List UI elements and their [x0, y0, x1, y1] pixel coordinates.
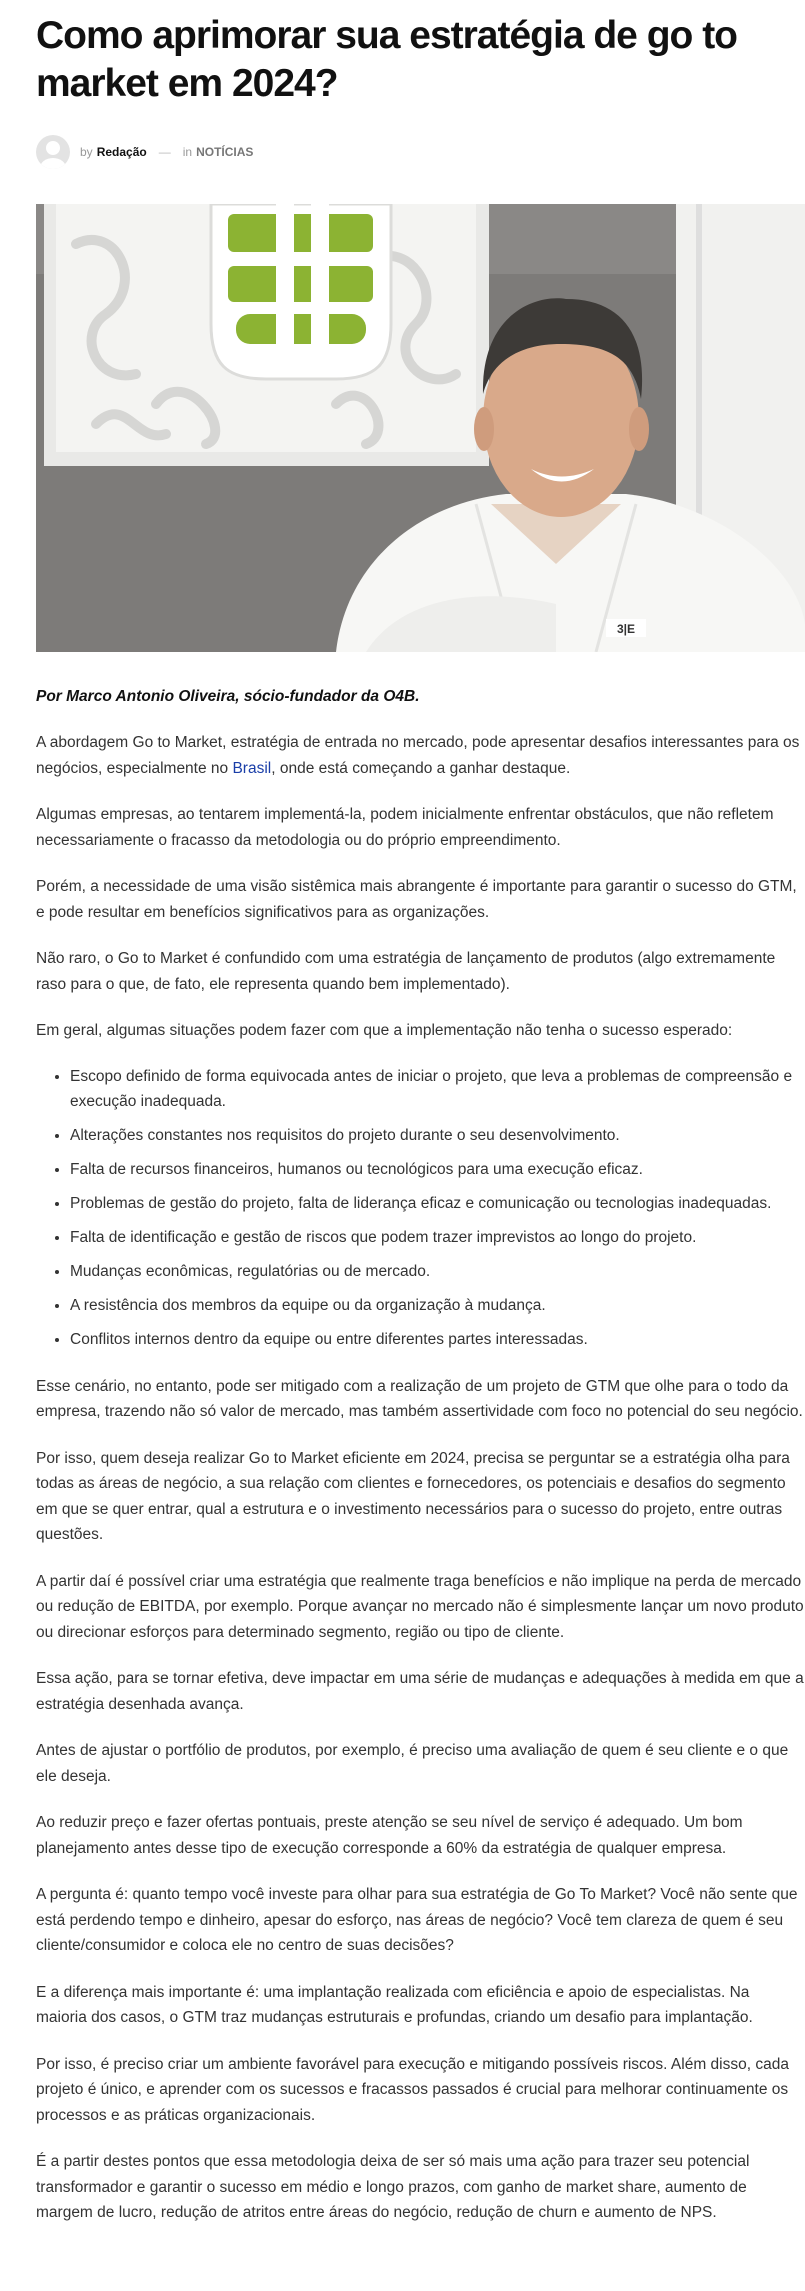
- byline-caption: Por Marco Antonio Oliveira, sócio-fundador da O4B.: [36, 688, 420, 705]
- meta-separator: —: [158, 145, 171, 159]
- challenges-list: [36, 1064, 805, 1353]
- paragraph-9: Essa ação, para se tornar efetiva, deve impactar em uma série de mudanças e adequações à medida em que a estratégia desenhada avança.: [36, 1670, 804, 1713]
- logo-emblem: [211, 204, 391, 379]
- paragraph-15: É a partir destes pontos que essa metodologia deixa de ser só mais uma ação para trazer seu potencial transformador e garantir o sucesso em médio e longo prazos, com ganho de market share, aumento de margem de lucro, redução de atritos entre áreas do negócio, redução de churn e aumento de NPS.: [36, 2153, 750, 2221]
- paragraph-3: Porém, a necessidade de uma visão sistêmica mais abrangente é importante para garantir o sucesso do GTM, e pode resultar em benefícios significativos para as organizações.: [36, 878, 797, 921]
- list-item: • Falta de identificação e gestão de riscos que podem trazer imprevistos ao longo do projeto.: [70, 1225, 805, 1251]
- meta-by: by: [80, 145, 93, 159]
- list-item: • Conflitos internos dentro da equipe ou entre diferentes partes interessadas.: [70, 1327, 805, 1353]
- list-item: • Alterações constantes nos requisitos do projeto durante o seu desenvolvimento.: [70, 1123, 805, 1149]
- paragraph-2: Algumas empresas, ao tentarem implementá-la, podem inicialmente enfrentar obstáculos, que não refletem necessariamente o fracasso da metodologia ou do próprio empreendimento.: [36, 806, 774, 849]
- paragraph-10: Antes de ajustar o portfólio de produtos, por exemplo, é preciso uma avaliação de quem é seu cliente e o que ele deseja.: [36, 1742, 789, 1785]
- paragraph-4: Não raro, o Go to Market é confundido com uma estratégia de lançamento de produtos (algo extremamente raso para o que, de fato, ele representa quando bem implementado).: [36, 950, 776, 993]
- paragraph-1: A abordagem Go to Market, estratégia de entrada no mercado, pode apresentar desafios interessantes para os negócios, especialmente no Brasil, onde está começando a ganhar destaque.: [36, 734, 800, 777]
- paragraph-6: Esse cenário, no entanto, pode ser mitigado com a realização de um projeto de GTM que olhe para o todo da empresa, trazendo não só valor de mercado, mas também assertividade com foco no potencial do seu negócio.: [36, 1377, 803, 1420]
- article: [36, 0, 805, 2226]
- meta-in: in: [182, 145, 193, 159]
- paragraph-11: Ao reduzir preço e fazer ofertas pontuais, preste atenção se seu nível de serviço é adequado. Um bom planejamento antes desse tipo de execução corresponde a 60% da estratégia de qualquer empresa.: [36, 1814, 743, 1857]
- category-link[interactable]: NOTÍCIAS: [196, 145, 254, 159]
- hero-photo: [36, 204, 805, 652]
- list-item: • A resistência dos membros da equipe ou da organização à mudança.: [70, 1293, 805, 1319]
- paragraph-5: Em geral, algumas situações podem fazer com que a implementação não tenha o sucesso esperado:: [36, 1022, 733, 1039]
- avatar[interactable]: [36, 135, 70, 169]
- brasil-link[interactable]: Brasil: [232, 759, 272, 777]
- paragraph-7: Por isso, quem deseja realizar Go to Market eficiente em 2024, precisa se perguntar se a estratégia olha para todas as áreas de negócio, a sua relação com clientes e fornecedores, os potenciais e desafios do segmento em que se quer entrar, qual a estrutura e o investimento necessários para o sucesso do projeto, entre outras questões.: [36, 1449, 790, 1543]
- list-item: • Escopo definido de forma equivocada antes de iniciar o projeto, que leva a problemas de compreensão e execução inadequada.: [70, 1064, 805, 1115]
- list-item: • Mudanças econômicas, regulatórias ou de mercado.: [70, 1259, 805, 1285]
- shirt-badge: 3|E: [616, 622, 636, 636]
- post-meta: [36, 134, 805, 170]
- paragraph-12: A pergunta é: quanto tempo você investe para olhar para sua estratégia de Go To Market? Você não sente que está perdendo tempo e dinheiro, apesar do esforço, nas áreas de negócio? Você tem clareza de quem é seu cliente/consumidor e coloca ele no centro de suas decisões?: [36, 1886, 798, 1954]
- paragraph-13: E a diferença mais importante é: uma implantação realizada com eficiência e apoio de especialistas. Na maioria dos casos, o GTM traz mudanças estruturais e profundas, criando um desafio para implantação.: [36, 1983, 753, 2026]
- hero-image: [36, 204, 805, 652]
- list-item: • Falta de recursos financeiros, humanos ou tecnológicos para uma execução eficaz.: [70, 1157, 805, 1183]
- paragraph-14: Por isso, é preciso criar um ambiente favorável para execução e mitigando possíveis riscos. Além disso, cada projeto é único, e aprender com os sucessos e fracassos passados é crucial para melhorar continuamente os processos e as práticas organizacionais.: [36, 2055, 789, 2124]
- paragraph-8: A partir daí é possível criar uma estratégia que realmente traga benefícios e não implique na perda de mercado ou redução de EBITDA, por exemplo. Porque avançar no mercado não é simplesmente lançar um novo produto ou direcionar esforços para determinado segmento, região ou tipo de cliente.: [36, 1572, 804, 1641]
- page-title: Como aprimorar sua estratégia de go to market em 2024?: [36, 14, 738, 105]
- list-item: • Problemas de gestão do projeto, falta de liderança eficaz e comunicação ou tecnologias inadequadas.: [70, 1191, 805, 1217]
- author-link[interactable]: Redação: [96, 145, 147, 159]
